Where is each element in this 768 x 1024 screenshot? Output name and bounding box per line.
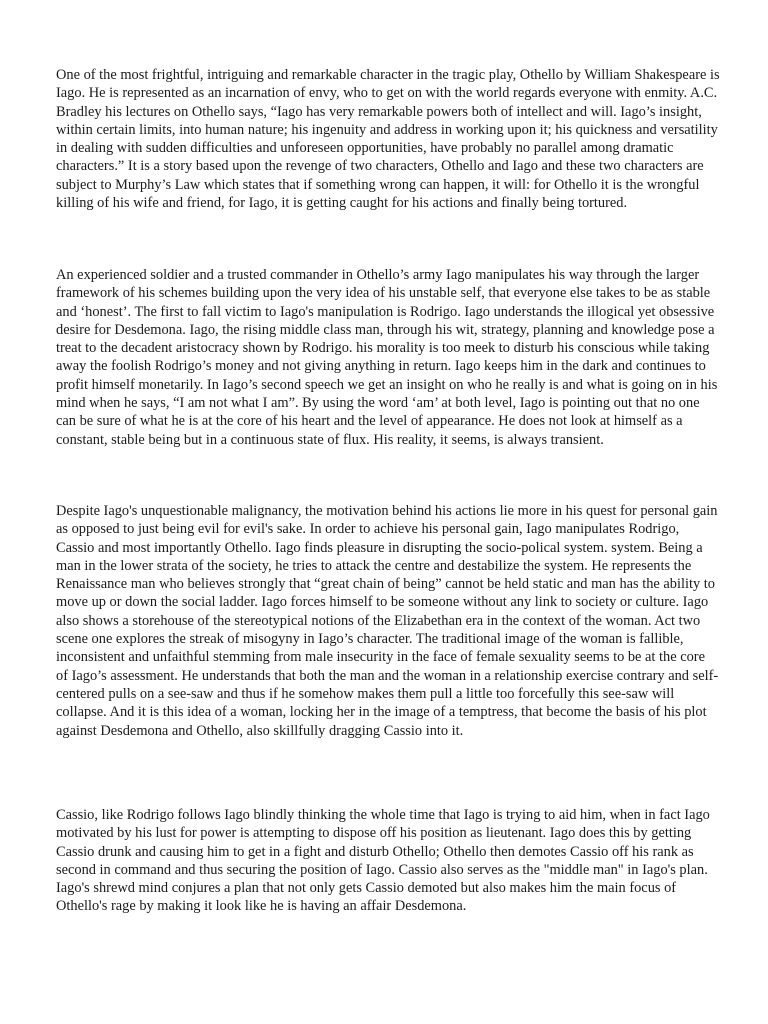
document-page	[56, 66, 720, 964]
paragraph-4: Cassio, like Rodrigo follows Iago blindly thinking the whole time that Iago is trying to aid him, when in fact Iago motivated by his lust for power is attempting to dispose off his position as lieutenant. Iago does this by getting Cassio drunk and causing him to get in a fight and disturb Othello; Othello then demotes Cassio off his rank as second in command and thus securing the position of Iago. Cassio also serves as the "middle man" in Iago's plan. Iago's shrewd mind conjures a plan that not only gets Cassio demoted but also makes him the main focus of Othello's rage by making it look like he is having an affair Desdemona.	[56, 807, 710, 915]
paragraph-2: An experienced soldier and a trusted commander in Othello’s army Iago manipulates his way through the larger framework of his schemes building upon the very idea of his unstable self, that everyone else takes to be as stable and ‘honest’. The first to fall victim to Iago's manipulation is Rodrigo. Iago understands the illogical yet obsessive desire for Desdemona. Iago, the rising middle class man, through his wit, strategy, planning and knowledge pose a treat to the decadent aristocracy shown by Rodrigo. his morality is too meek to disturb his conscious while taking away the foolish Rodrigo’s money and not giving anything in return. Iago keeps him in the dark and continues to profit himself monetarily. In Iago’s second speech we get an insight on who he really is and what is going on in his mind when he says, “I am not what I am”. By using the word ‘am’ at both level, Iago is pointing out that no one can be sure of what he is at the core of his heart and the level of appearance. He does not look at himself as a constant, stable being but in a continuous state of flux. His reality, it seems, is always transient.	[56, 267, 718, 448]
paragraph-3: Despite Iago's unquestionable malignancy, the motivation behind his actions lie more in his quest for personal gain as opposed to just being evil for evil's sake. In order to achieve his personal gain, Iago manipulates Rodrigo, Cassio and most importantly Othello. Iago finds pleasure in disrupting the socio-polical system. system. Being a man in the lower strata of the society, he tries to attack the centre and destabilize the system. He represents the Renaissance man who believes strongly that “great chain of being” cannot be held static and man has the ability to move up or down the social ladder. Iago forces himself to be someone without any link to society or culture. Iago also shows a storehouse of the stereotypical notions of the Elizabethan era in the context of the woman. Act two scene one explores the streak of misogyny in Iago’s character. The traditional image of the woman is fallible, inconsistent and unfaithful stemming from male insecurity in the face of female sexuality seems to be at the core of Iago’s assessment. He understands that both the man and the woman in a relationship exercise contrary and self-centered pulls on a see-saw and thus if he somehow makes them pull a little too forcefully this see-saw will collapse. And it is this idea of a woman, locking her in the image of a temptress, that become the basis of his plot against Desdemona and Othello, also skillfully dragging Cassio into it.	[56, 503, 719, 739]
paragraph-1: One of the most frightful, intriguing and remarkable character in the tragic play, Othello by William Shakespeare is Iago. He is represented as an incarnation of envy, who to get on with the world regards everyone with enmity. A.C. Bradley his lectures on Othello says, “Iago has very remarkable powers both of intellect and will. Iago’s insight, within certain limits, into human nature; his ingenuity and address in working upon it; his quickness and versatility in dealing with sudden difficulties and unforeseen opportunities, have probably no parallel among dramatic characters.” It is a story based upon the revenge of two characters, Othello and Iago and these two characters are subject to Murphy’s Law which states that if something wrong can happen, it will: for Othello it is the wrongful killing of his wife and friend, for Iago, it is getting caught for his actions and finally being tortured.	[56, 67, 720, 212]
